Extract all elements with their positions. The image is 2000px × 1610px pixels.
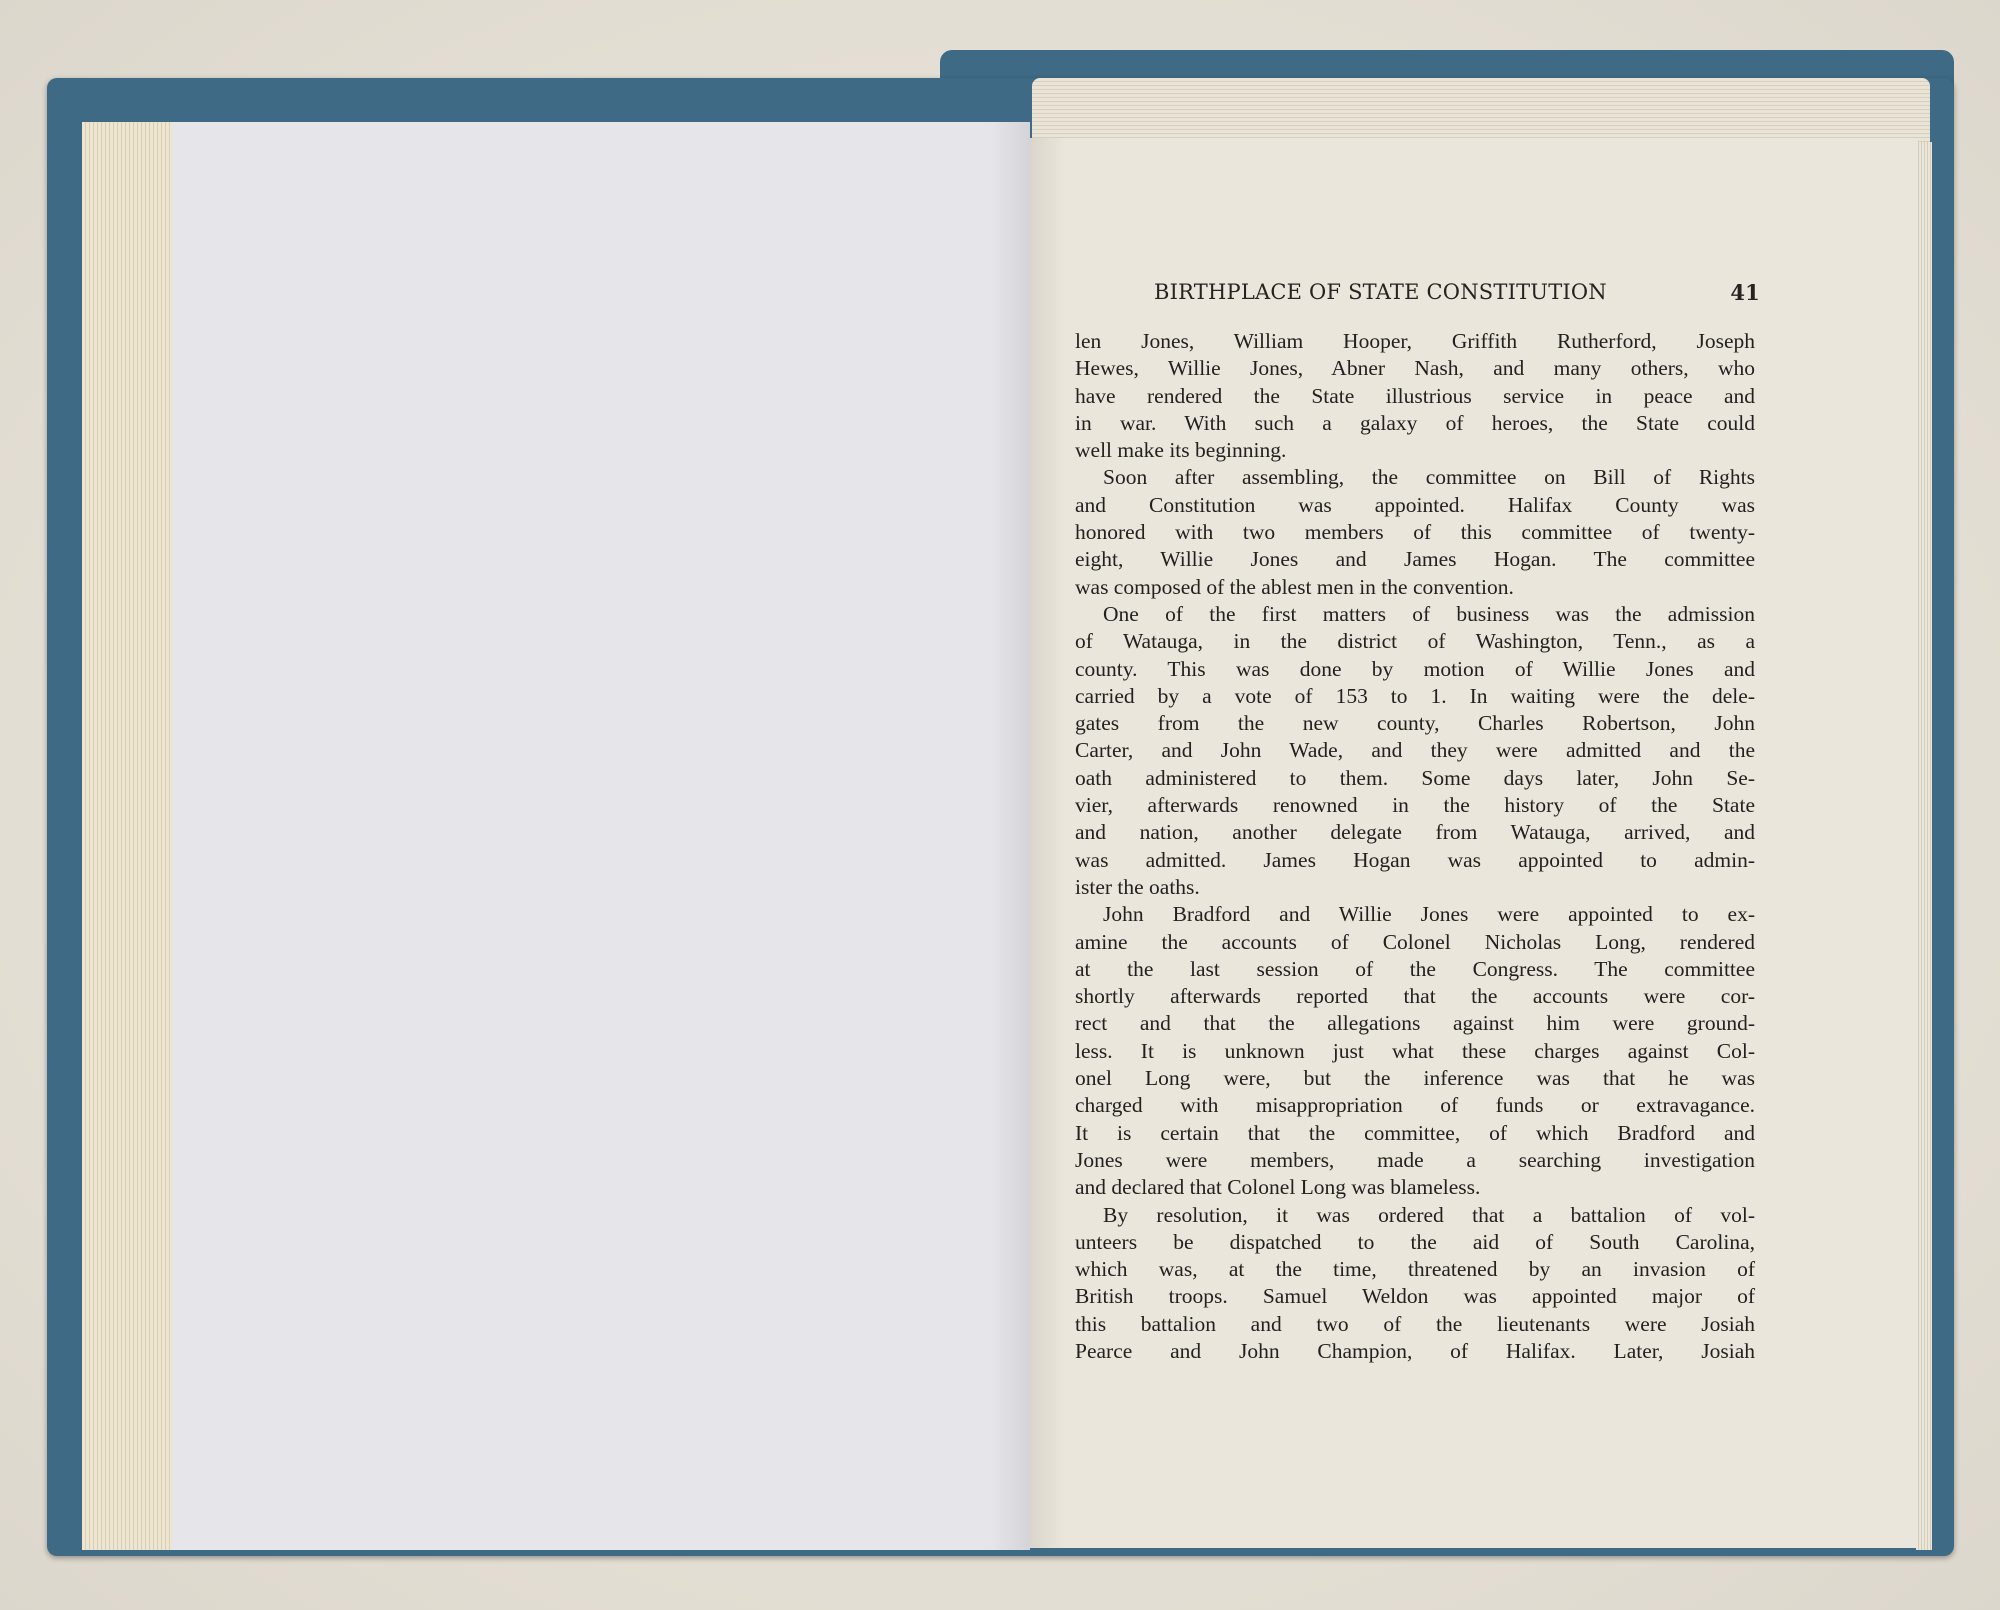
text-line: carried by a vote of 153 to 1. In waiting were the dele-: [1075, 683, 1755, 708]
text-line: honored with two members of this committee of twenty-: [1075, 520, 1755, 545]
text-line: county. This was done by motion of Willie Jones and: [1075, 656, 1755, 681]
right-page-top-edges: [1032, 78, 1930, 142]
page-number: 41: [1730, 280, 1760, 305]
text-line: and nation, another delegate from Watauga, arrived, and: [1075, 820, 1755, 845]
text-line: unteers be dispatched to the aid of South Carolina,: [1075, 1229, 1755, 1254]
text-line: John Bradford and Willie Jones were appointed to ex-: [1103, 902, 1755, 927]
text-line: Hewes, Willie Jones, Abner Nash, and many others, who: [1075, 356, 1755, 381]
text-line: in war. With such a galaxy of heroes, the State could: [1075, 410, 1755, 435]
text-line: Carter, and John Wade, and they were admitted and the: [1075, 738, 1755, 763]
text-line: and declared that Colonel Long was blameless.: [1075, 1175, 1481, 1200]
text-line: ister the oaths.: [1075, 874, 1200, 899]
text-line: One of the first matters of business was the admission: [1103, 601, 1755, 626]
text-line: was composed of the ablest men in the convention.: [1075, 574, 1514, 599]
text-line: have rendered the State illustrious service in peace and: [1075, 383, 1755, 408]
text-line: len Jones, William Hooper, Griffith Rutherford, Joseph: [1075, 329, 1755, 353]
body-text: [1075, 328, 1755, 1365]
left-page-edges: [82, 122, 174, 1550]
text-line: rect and that the allegations against him were ground-: [1075, 1011, 1755, 1036]
running-head-title: BIRTHPLACE OF STATE CONSTITUTION: [1154, 280, 1607, 304]
text-line: which was, at the time, threatened by an invasion of: [1075, 1257, 1755, 1282]
text-line: this battalion and two of the lieutenants were Josiah: [1075, 1311, 1755, 1336]
text-line: and Constitution was appointed. Halifax County was: [1075, 492, 1755, 517]
text-line: amine the accounts of Colonel Nicholas Long, rendered: [1075, 929, 1755, 954]
right-page-side-edges: [1916, 142, 1932, 1550]
text-line: was admitted. James Hogan was appointed to admin-: [1075, 847, 1755, 872]
text-line: gates from the new county, Charles Robertson, John: [1075, 711, 1755, 736]
right-gutter-shadow: [1030, 138, 1066, 1548]
text-line: less. It is unknown just what these charges against Col-: [1075, 1038, 1755, 1063]
left-page-blank: [172, 122, 1030, 1550]
text-line: onel Long were, but the inference was that he was: [1075, 1066, 1755, 1091]
text-line: of Watauga, in the district of Washington, Tenn., as a: [1075, 629, 1755, 654]
text-line: charged with misappropriation of funds or extravagance.: [1075, 1093, 1755, 1118]
text-line: eight, Willie Jones and James Hogan. The committee: [1075, 547, 1755, 572]
text-line: Soon after assembling, the committee on Bill of Rights: [1103, 465, 1755, 490]
text-line: It is certain that the committee, of which Bradford and: [1075, 1120, 1755, 1145]
text-line: Jones were members, made a searching investigation: [1075, 1147, 1755, 1172]
text-line: By resolution, it was ordered that a battalion of vol-: [1103, 1202, 1755, 1227]
text-line: shortly afterwards reported that the accounts were cor-: [1075, 984, 1755, 1009]
text-line: at the last session of the Congress. The committee: [1075, 956, 1755, 981]
running-head: [1100, 280, 1760, 312]
text-line: well make its beginning.: [1075, 438, 1287, 463]
text-line: British troops. Samuel Weldon was appointed major of: [1075, 1284, 1755, 1309]
left-gutter-shadow: [990, 122, 1030, 1550]
text-line: Pearce and John Champion, of Halifax. Later, Josiah: [1075, 1338, 1755, 1363]
text-line: vier, afterwards renowned in the history of the State: [1075, 793, 1755, 818]
text-line: oath administered to them. Some days later, John Se-: [1075, 765, 1755, 790]
